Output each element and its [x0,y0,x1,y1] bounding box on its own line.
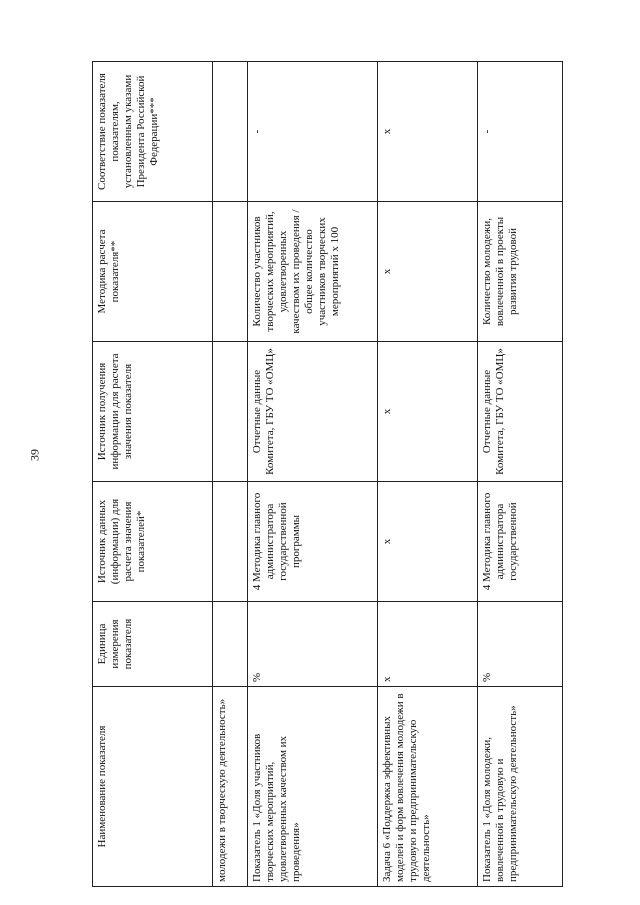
cell-source-data: х [378,482,478,602]
cell-source-data: 4 Методика главного администратора государственной программы [248,482,378,602]
header-unit: Единица измерения показателя [93,602,213,687]
rotated-table-container [92,62,562,887]
cell-name: Показатель 1 «Доля участников творческих мероприятий, удовлетворенных качеством их проведения» [248,687,378,887]
cell-source-data: 4 Методика главного администратора государственной [478,482,563,602]
table-row [378,62,478,887]
cell-source-info: Отчетные данные Комитета, ГБУ ТО «ОМЦ» [478,342,563,482]
cell-name: Задача 6 «Поддержка эффективных моделей и форм вовлечения молодежи в трудовую и предпринимательскую деятельность» [378,687,478,887]
cell-name: Показатель 1 «Доля молодежи, вовлеченной в трудовую и предпринимательскую деятельность» [478,687,563,887]
cell-source-info [213,342,248,482]
table-row [478,62,563,887]
cell-compliance: - [248,62,378,202]
cell-unit: % [478,602,563,687]
cell-method: х [378,202,478,342]
header-method: Методика расчета показателя** [93,202,213,342]
cell-method: Количество молодежи, вовлеченной в проекты развития трудовой [478,202,563,342]
cell-method [213,202,248,342]
cell-source-data [213,482,248,602]
cell-source-info: х [378,342,478,482]
header-name: Наименование показателя [93,687,213,887]
cell-compliance [213,62,248,202]
cell-unit: х [378,602,478,687]
cell-unit: % [248,602,378,687]
table-row [213,62,248,887]
cell-method: Количество участников творческих мероприятий, удовлетворенных качеством их проведения /общее количество участников творческих мероприятий х 100 [248,202,378,342]
header-source-info: Источник получения информации для расчета значения показателя [93,342,213,482]
cell-compliance: х [378,62,478,202]
cell-source-info: Отчетные данные Комитета, ГБУ ТО «ОМЦ» [248,342,378,482]
header-compliance: Соответствие показателя показателям, установленным указами Президента Российской Федерации*** [93,62,213,202]
table-row [248,62,378,887]
table-header-row [93,62,213,887]
cell-unit [213,602,248,687]
cell-name: молодежи в творческую деятельность» [213,687,248,887]
page-number: 39 [27,449,42,461]
cell-compliance: - [478,62,563,202]
indicators-table [92,61,563,887]
header-source-data: Источник данных (информации) для расчета значения показателей* [93,482,213,602]
